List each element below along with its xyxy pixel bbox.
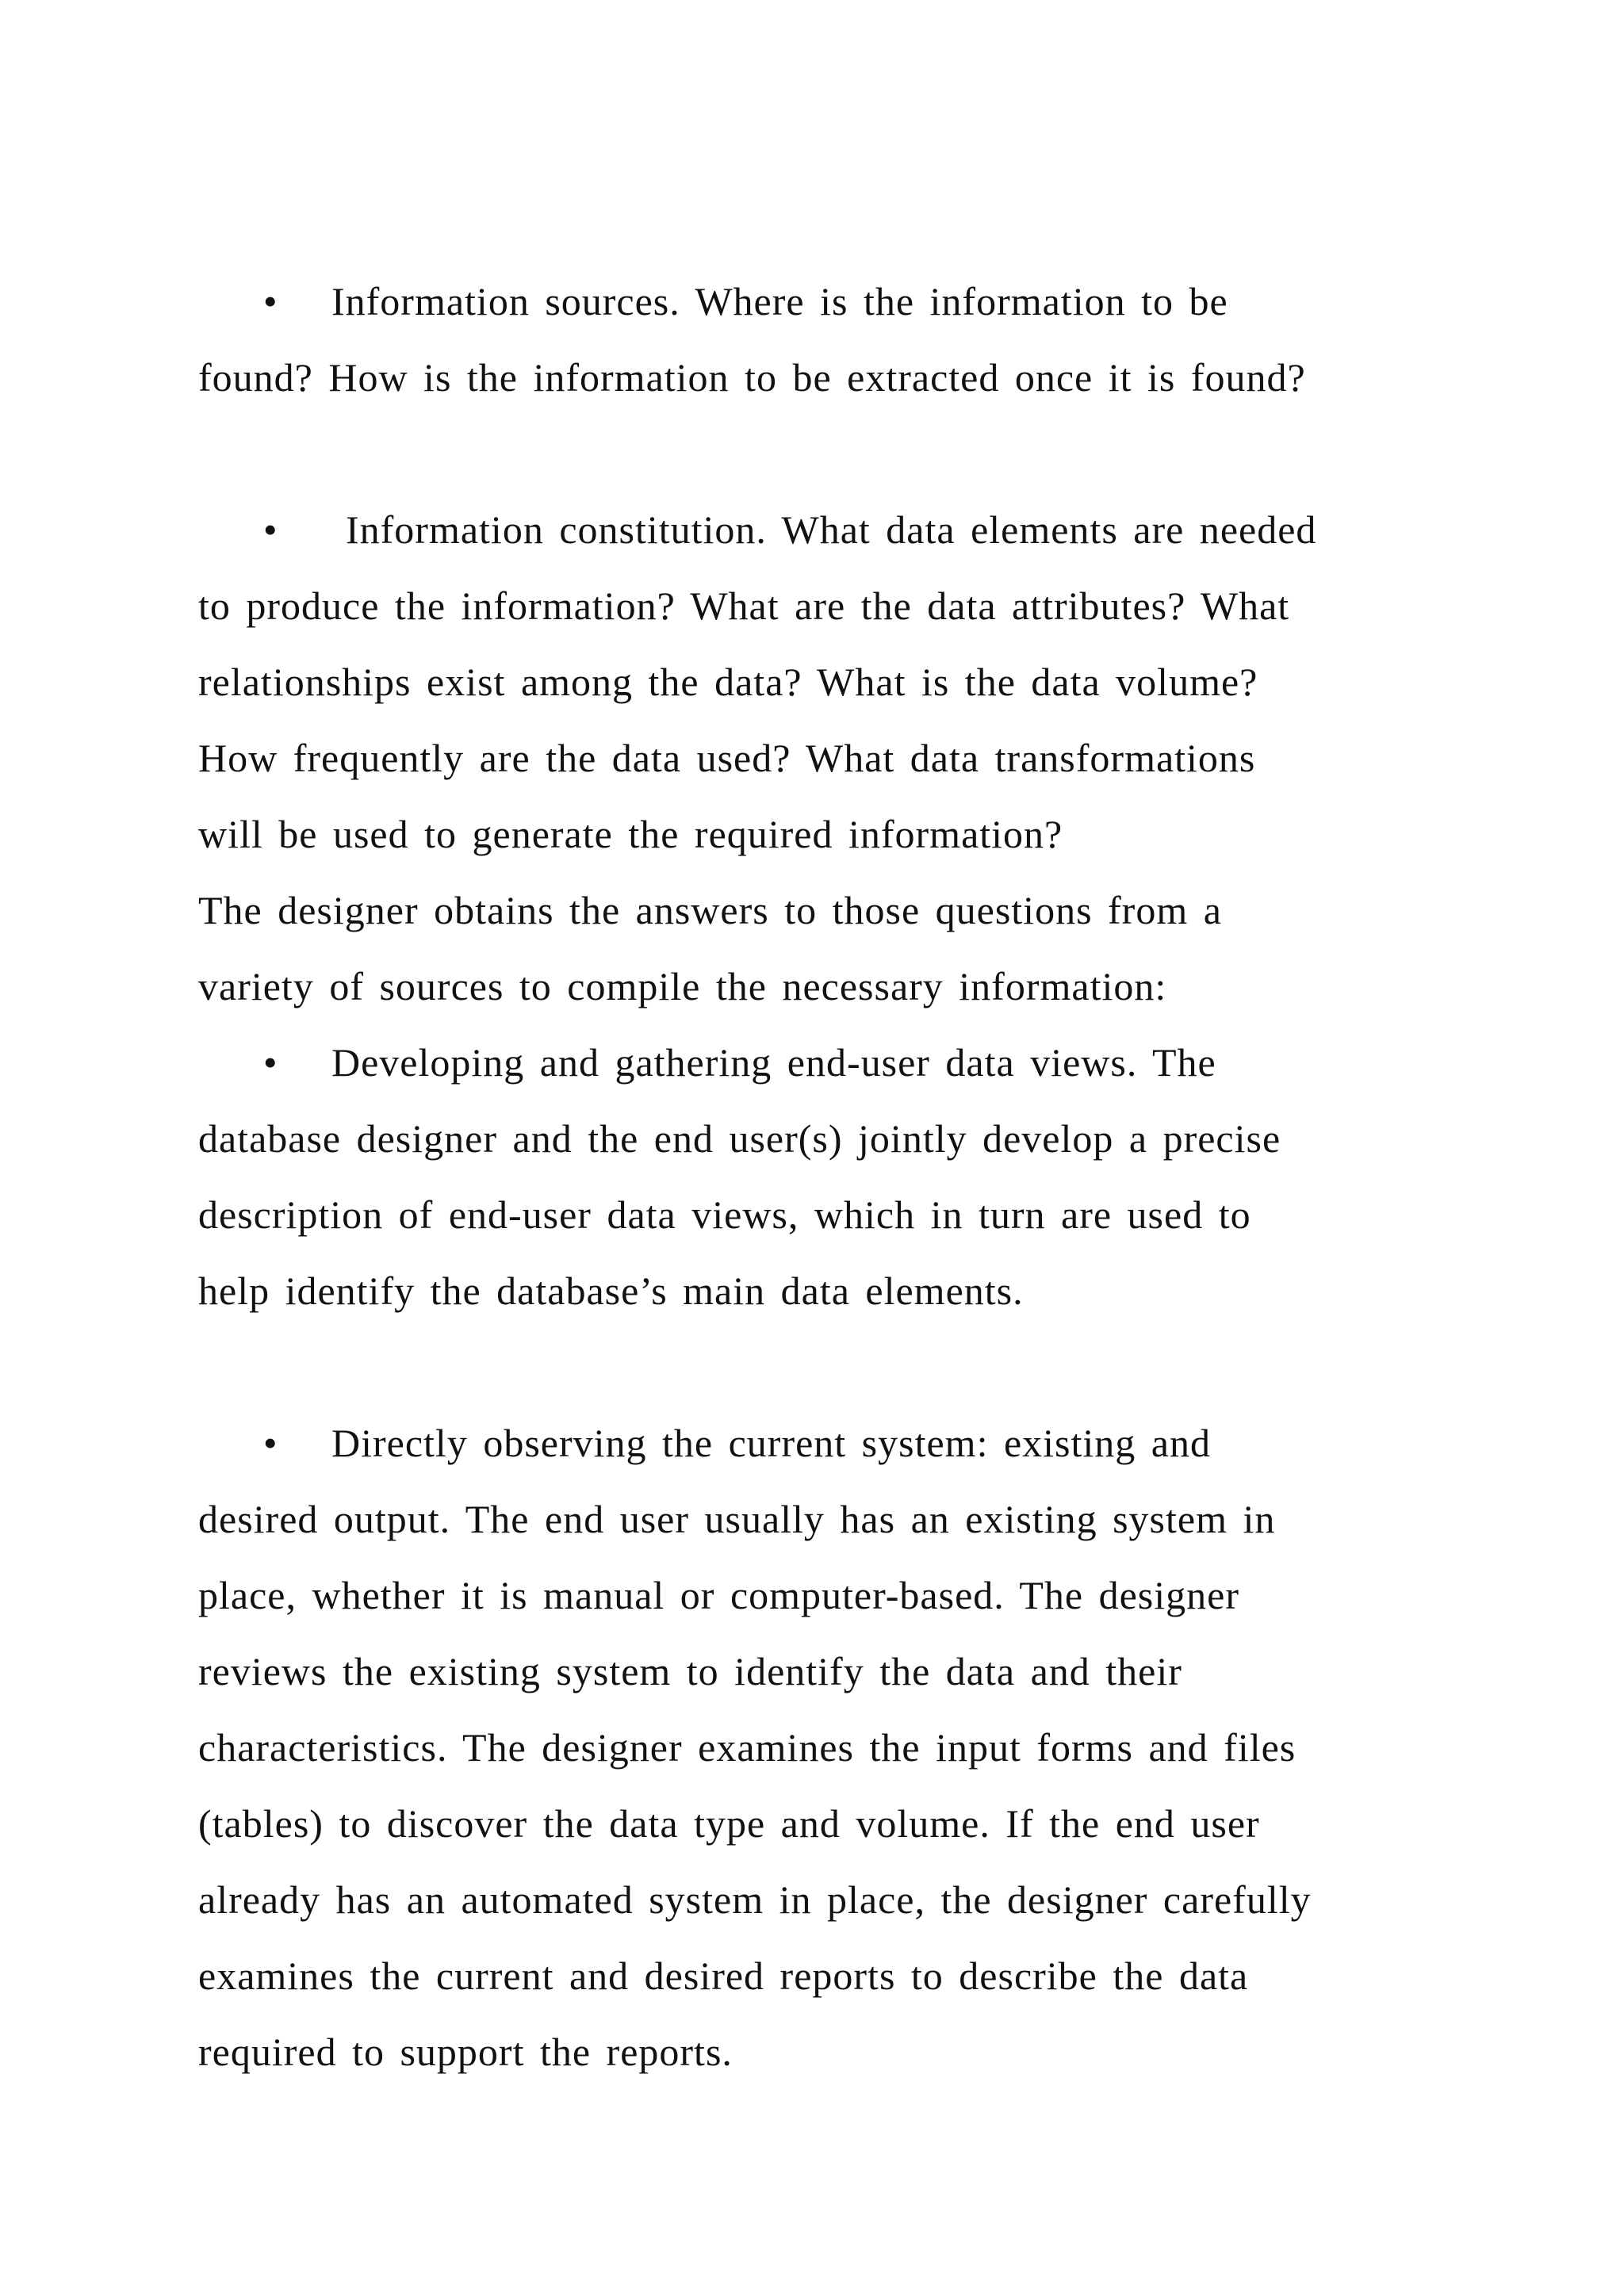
text-line: will be used to generate the required information? bbox=[198, 812, 1063, 856]
text-line: description of end-user data views, which in turn are used to bbox=[198, 1192, 1251, 1237]
text-line: (tables) to discover the data type and volume. If the end user bbox=[198, 1801, 1260, 1846]
text-line: variety of sources to compile the necessary information: bbox=[198, 964, 1167, 1008]
text-line: Information constitution. What data elements are needed bbox=[346, 507, 1317, 552]
text-line: to produce the information? What are the data attributes? What bbox=[198, 584, 1290, 628]
text-line: place, whether it is manual or computer-based. The designer bbox=[198, 1573, 1239, 1617]
text-line: already has an automated system in place, the designer carefully bbox=[198, 1877, 1312, 1922]
text-line: examines the current and desired reports to describe the data bbox=[198, 1954, 1249, 1998]
text-line: The designer obtains the answers to those questions from a bbox=[198, 888, 1222, 932]
text-line: required to support the reports. bbox=[198, 2030, 733, 2074]
bullet-marker: • bbox=[263, 1040, 278, 1085]
text-line: How frequently are the data used? What data transformations bbox=[198, 736, 1256, 780]
text-line: reviews the existing system to identify the data and their bbox=[198, 1649, 1182, 1693]
text-line: characteristics. The designer examines the input forms and files bbox=[198, 1725, 1297, 1770]
text-line: found? How is the information to be extracted once it is found? bbox=[198, 355, 1306, 400]
text-line: Information sources. Where is the information to be bbox=[331, 279, 1228, 323]
bullet-marker: • bbox=[263, 1421, 278, 1465]
text-line: help identify the database’s main data elements. bbox=[198, 1269, 1024, 1313]
text-line: Directly observing the current system: existing and bbox=[331, 1421, 1211, 1465]
bullet-marker: • bbox=[263, 279, 278, 323]
text-line: relationships exist among the data? What is the data volume? bbox=[198, 660, 1258, 704]
text-line: Developing and gathering end-user data views. The bbox=[331, 1040, 1216, 1085]
bullet-marker: • bbox=[263, 507, 278, 552]
text-line: database designer and the end user(s) jointly develop a precise bbox=[198, 1116, 1281, 1161]
text-line: desired output. The end user usually has an existing system in bbox=[198, 1497, 1276, 1541]
